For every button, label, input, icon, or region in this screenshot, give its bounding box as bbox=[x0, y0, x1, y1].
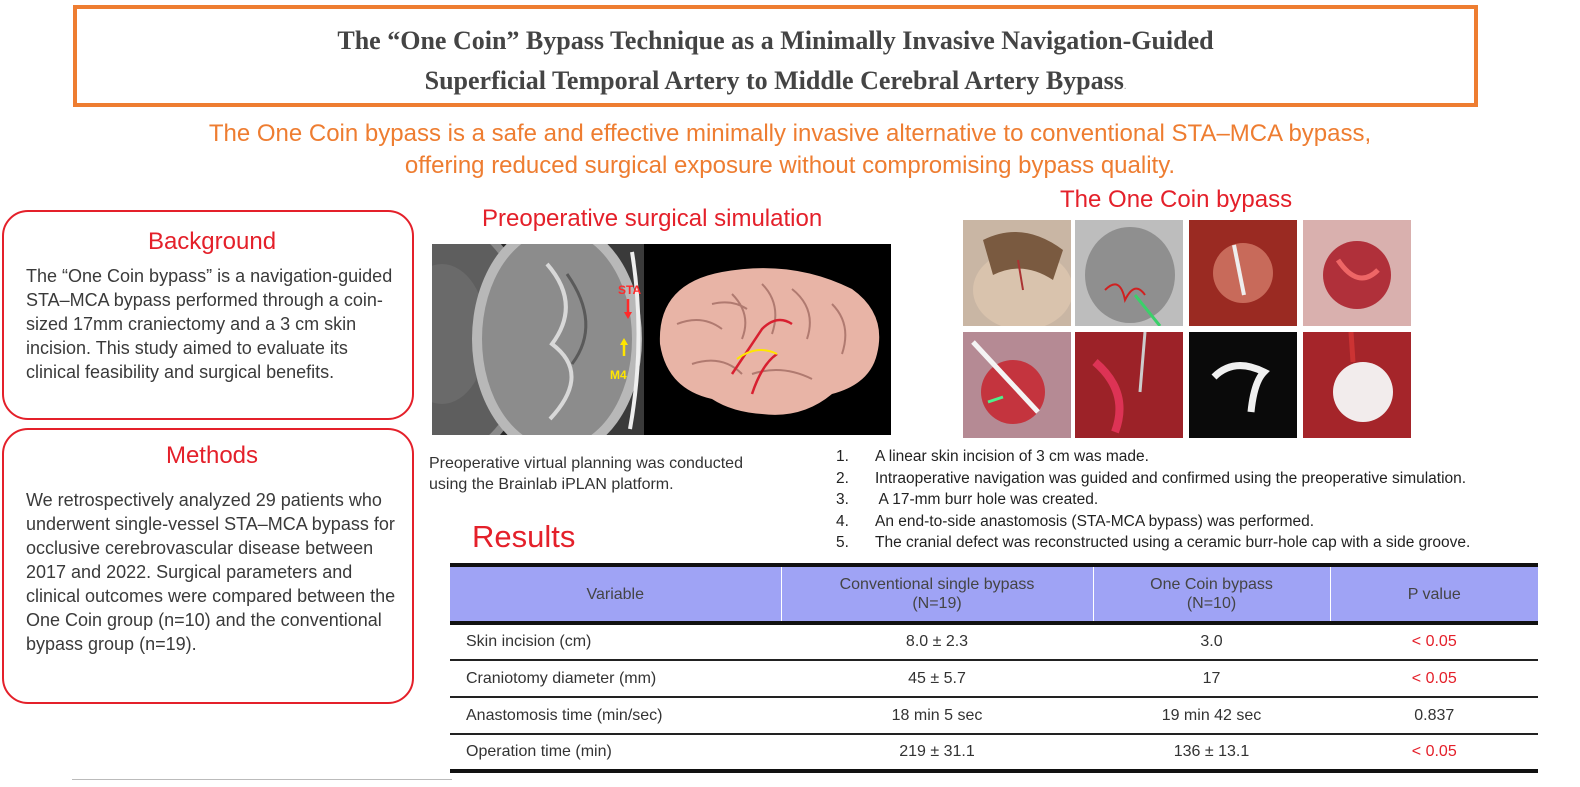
step-number: 5. bbox=[836, 534, 849, 551]
photo-navigation-pointer-art bbox=[963, 332, 1071, 438]
cell-variable: Craniotomy diameter (mm) bbox=[450, 660, 781, 697]
header-conventional-line-2: (N=19) bbox=[912, 595, 962, 612]
background-heading: Background bbox=[147, 228, 277, 255]
background-panel bbox=[2, 210, 414, 420]
results-table bbox=[450, 563, 1538, 773]
sta-label-2: STA bbox=[618, 283, 642, 297]
table-row bbox=[450, 623, 1538, 660]
simulation-image bbox=[432, 244, 891, 435]
conclusion-line-1: The One Coin bypass is a safe and effective minimally invasive alternative to conventional STA–MCA bypass, bbox=[208, 120, 1372, 147]
photo-skin-incision-art bbox=[963, 220, 1071, 326]
header-conventional-line-1: Conventional single bypass bbox=[839, 576, 1035, 593]
step-text: A 17-mm burr hole was created. bbox=[875, 491, 1099, 508]
cell-conventional: 45 ± 5.7 bbox=[781, 660, 1093, 697]
cell-p-value: 0.837 bbox=[1330, 697, 1538, 734]
procedure-steps bbox=[836, 446, 1576, 554]
footer-divider bbox=[72, 779, 452, 780]
procedure-step bbox=[836, 446, 1576, 468]
header-variable: Variable bbox=[450, 565, 781, 623]
simulation-heading: Preoperative surgical simulation bbox=[482, 205, 823, 232]
procedure-step bbox=[836, 489, 1576, 511]
photo-burr-hole bbox=[1189, 220, 1297, 326]
photo-navigation-skull bbox=[1075, 220, 1183, 326]
cell-conventional: 219 ± 31.1 bbox=[781, 734, 1093, 771]
step-number: 1. bbox=[836, 448, 849, 465]
photo-anastomosis-art bbox=[1075, 332, 1183, 438]
table-row bbox=[450, 697, 1538, 734]
photo-exposure bbox=[1303, 220, 1411, 326]
table-row bbox=[450, 660, 1538, 697]
photo-exposure-art bbox=[1303, 220, 1411, 326]
background-text: The “One Coin bypass” is a navigation-guided STA–MCA bypass performed through a coin-sized 17mm craniectomy and a 3 cm skin incision. This study aimed to evaluate its clinical feasibility and surgical benefits. bbox=[26, 266, 393, 382]
step-text: Intraoperative navigation was guided and confirmed using the preoperative simulation. bbox=[875, 469, 1467, 487]
one-coin-photo-grid bbox=[963, 220, 1424, 438]
results-heading: Results bbox=[472, 519, 576, 554]
cell-one-coin: 136 ± 13.1 bbox=[1093, 734, 1330, 771]
header-one-coin bbox=[1093, 565, 1330, 623]
step-number: 4. bbox=[836, 512, 849, 530]
cell-one-coin: 17 bbox=[1093, 660, 1330, 697]
photo-navigation-pointer bbox=[963, 332, 1071, 438]
header-p-value: P value bbox=[1330, 565, 1538, 623]
poster-title-line-2 bbox=[77, 61, 1474, 107]
table-row bbox=[450, 734, 1538, 771]
cell-variable: Operation time (min) bbox=[450, 734, 781, 771]
step-number: 3. bbox=[836, 491, 849, 508]
header-one-coin-line-2: (N=10) bbox=[1186, 595, 1237, 612]
cell-one-coin: 3.0 bbox=[1093, 623, 1330, 660]
step-text: A linear skin incision of 3 cm was made. bbox=[875, 448, 1149, 465]
cell-p-value: < 0.05 bbox=[1330, 734, 1538, 771]
photo-anastomosis bbox=[1075, 332, 1183, 438]
cell-variable: Skin incision (cm) bbox=[450, 623, 781, 660]
step-text: The cranial defect was reconstructed using a ceramic burr-hole cap with a side groove. bbox=[875, 534, 1471, 551]
poster-title-box bbox=[73, 5, 1478, 107]
photo-burr-hole-art bbox=[1189, 220, 1297, 326]
simulation-image-art bbox=[432, 244, 891, 435]
methods-heading: Methods bbox=[165, 442, 259, 469]
methods-panel bbox=[2, 428, 414, 704]
cell-p-value: < 0.05 bbox=[1330, 660, 1538, 697]
photo-skin-incision bbox=[963, 220, 1071, 326]
step-number: 2. bbox=[836, 469, 849, 487]
photo-icg-angiography-art bbox=[1189, 332, 1297, 438]
simulation-caption bbox=[429, 453, 743, 495]
poster-title-dot: . bbox=[1123, 81, 1127, 92]
cell-one-coin: 19 min 42 sec bbox=[1093, 697, 1330, 734]
header-one-coin-line-1: One Coin bypass bbox=[1150, 576, 1273, 593]
procedure-step bbox=[836, 468, 1576, 490]
cell-conventional: 8.0 ± 2.3 bbox=[781, 623, 1093, 660]
m4-label-2: M4 bbox=[610, 368, 627, 382]
poster-title-line-2-text: Superficial Temporal Artery to Middle Cerebral Artery Bypass bbox=[424, 66, 1124, 95]
photo-navigation-skull-art bbox=[1075, 220, 1183, 326]
simulation-caption-line-1: Preoperative virtual planning was conducted bbox=[429, 455, 743, 472]
photo-burr-hole-cap-art bbox=[1303, 332, 1411, 438]
procedure-step bbox=[836, 532, 1576, 554]
results-header-row bbox=[450, 565, 1538, 623]
methods-text: We retrospectively analyzed 29 patients who underwent single-vessel STA–MCA bypass for occlusive cerebrovascular disease between 2017 and 2022. Surgical parameters and clinical outcomes were compared between the One Coin group (n=10) and the conventional bypass group (n=19). bbox=[26, 490, 396, 654]
one-coin-heading: The One Coin bypass bbox=[1060, 186, 1293, 213]
conclusion-line-2: offering reduced surgical exposure without compromising bypass quality. bbox=[404, 152, 1176, 179]
simulation-caption-line-2: using the Brainlab iPLAN platform. bbox=[429, 476, 674, 493]
conclusion-statement bbox=[60, 118, 1520, 182]
photo-icg-angiography bbox=[1189, 332, 1297, 438]
poster-title-line-1: The “One Coin” Bypass Technique as a Minimally Invasive Navigation-Guided bbox=[337, 26, 1214, 55]
step-text: An end-to-side anastomosis (STA-MCA bypass) was performed. bbox=[875, 512, 1315, 530]
cell-p-value: < 0.05 bbox=[1330, 623, 1538, 660]
photo-burr-hole-cap bbox=[1303, 332, 1411, 438]
cell-conventional: 18 min 5 sec bbox=[781, 697, 1093, 734]
header-conventional bbox=[781, 565, 1093, 623]
procedure-step bbox=[836, 511, 1576, 533]
cell-variable: Anastomosis time (min/sec) bbox=[450, 697, 781, 734]
